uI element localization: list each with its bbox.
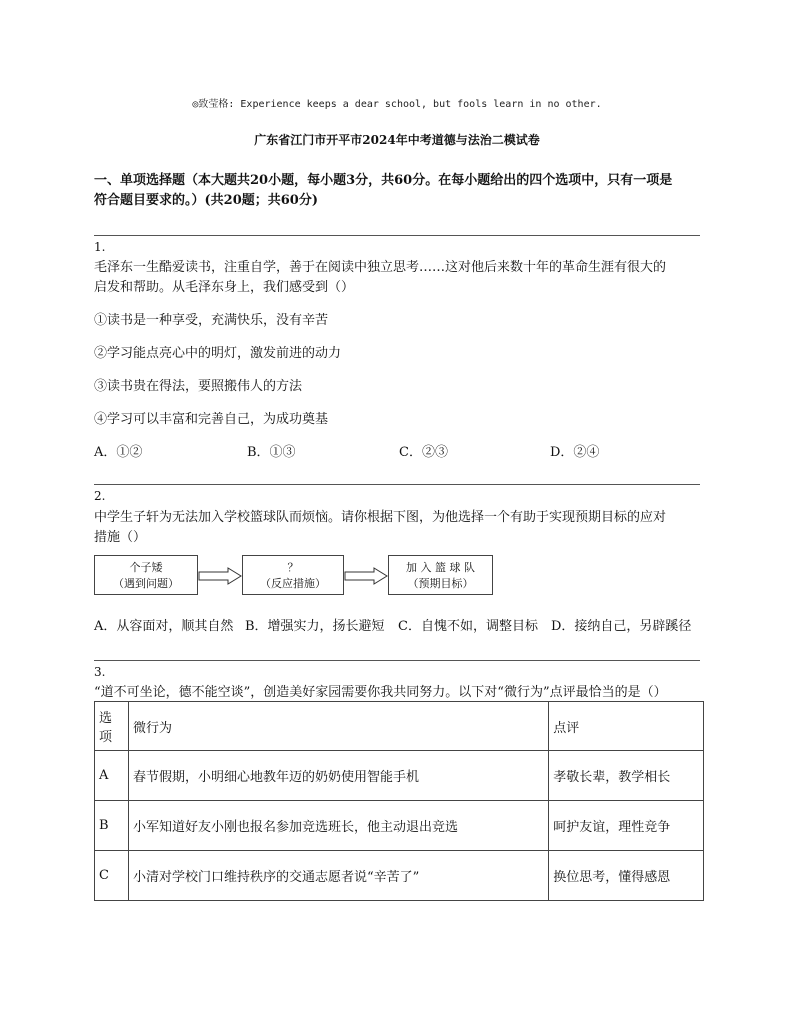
statement-item: ②学习能点亮心中的明灯，激发前进的动力 bbox=[94, 346, 342, 361]
table-cell-behavior: 小军知道好友小刚也报名参加竞选班长，他主动退出竞选 bbox=[128, 801, 548, 851]
motto: ◎致莹格: Experience keeps a dear school, but fools learn in no other. bbox=[192, 99, 602, 110]
table-header-cell: 点评 bbox=[549, 702, 704, 751]
question-stem: 中学生子轩为无法加入学校篮球队而烦恼。请你根据下图，为他选择一个有助于实现预期目标的应对 bbox=[94, 510, 667, 525]
section-heading-line2: 符合题目要求的。）(共20题；共60分) bbox=[94, 193, 318, 208]
table-row bbox=[95, 751, 704, 801]
question-number: 1. bbox=[94, 240, 106, 254]
table-cell-option: C bbox=[95, 851, 129, 901]
question-stem: 毛泽东一生酷爱读书，注重自学，善于在阅读中独立思考……这对他后来数十年的革命生涯有很大的 bbox=[94, 260, 667, 275]
flow-box-text: 加 入 篮 球 队 bbox=[406, 561, 475, 574]
flow-box-caption: （预期目标） bbox=[407, 577, 474, 590]
section-heading-line1: 一、单项选择题（本大题共20小题，每小题3分，共60分。在每小题给出的四个选项中，只有一项是 bbox=[94, 173, 673, 188]
answer-choice-d[interactable]: D．接纳自己，另辟蹊径 bbox=[551, 619, 692, 634]
statement-item: ①读书是一种享受，充满快乐，没有辛苦 bbox=[94, 313, 329, 328]
table-header-cell: 选项 bbox=[95, 702, 129, 751]
table-cell-behavior: 春节假期，小明细心地教年迈的奶奶使用智能手机 bbox=[128, 751, 548, 801]
table-row bbox=[95, 851, 704, 901]
statement-item: ④学习可以丰富和完善自己，为成功奠基 bbox=[94, 412, 329, 427]
right-arrow-icon bbox=[198, 567, 242, 585]
table-header-row bbox=[95, 702, 704, 751]
flow-box-problem bbox=[94, 555, 198, 595]
table-cell-comment: 呵护友谊，理性竞争 bbox=[549, 801, 704, 851]
question-number: 3. bbox=[94, 665, 106, 679]
comparison-table bbox=[94, 701, 704, 901]
answer-choice-c[interactable]: C．自愧不如，调整目标 bbox=[398, 619, 538, 634]
question-stem: “道不可坐论，德不能空谈”，创造美好家园需要你我共同努力。以下对“微行为”点评最恰当的是（） bbox=[94, 685, 667, 700]
divider bbox=[94, 660, 700, 661]
answer-choice-b[interactable]: B．①③ bbox=[247, 445, 296, 460]
question-stem: 措施（） bbox=[94, 530, 147, 545]
question-stem: 启发和帮助。从毛泽东身上，我们感受到（） bbox=[94, 280, 355, 295]
flow-box-text: ？ bbox=[287, 561, 299, 574]
table-cell-option: A bbox=[95, 751, 129, 801]
section-heading bbox=[94, 171, 706, 211]
right-arrow-icon bbox=[344, 567, 388, 585]
answer-choice-a[interactable]: A．从容面对，顺其自然 bbox=[94, 619, 234, 634]
table-cell-option: B bbox=[95, 801, 129, 851]
table-cell-behavior: 小清对学校门口维持秩序的交通志愿者说“辛苦了” bbox=[128, 851, 548, 901]
table-header-cell: 微行为 bbox=[128, 702, 548, 751]
page-title: 广东省江门市开平市2024年中考道德与法治二模试卷 bbox=[254, 133, 540, 147]
answer-choice-d[interactable]: D．②④ bbox=[550, 445, 600, 460]
answer-choice-a[interactable]: A．①② bbox=[94, 445, 143, 460]
flow-box-response bbox=[242, 555, 344, 595]
flow-box-caption: （反应措施） bbox=[260, 577, 326, 590]
divider bbox=[94, 235, 700, 236]
flow-box-goal bbox=[388, 555, 493, 595]
statement-item: ③读书贵在得法，要照搬伟人的方法 bbox=[94, 379, 303, 394]
flow-box-text: 个子矮 bbox=[129, 561, 163, 574]
flow-box-caption: （遇到问题） bbox=[113, 577, 179, 590]
answer-choice-c[interactable]: C．②③ bbox=[399, 445, 448, 460]
answer-choice-b[interactable]: B．增强实力，扬长避短 bbox=[245, 619, 385, 634]
table-cell-comment: 孝敬长辈，教学相长 bbox=[549, 751, 704, 801]
divider bbox=[94, 484, 700, 485]
question-number: 2. bbox=[94, 489, 106, 503]
table-cell-comment: 换位思考，懂得感恩 bbox=[549, 851, 704, 901]
table-row bbox=[95, 801, 704, 851]
